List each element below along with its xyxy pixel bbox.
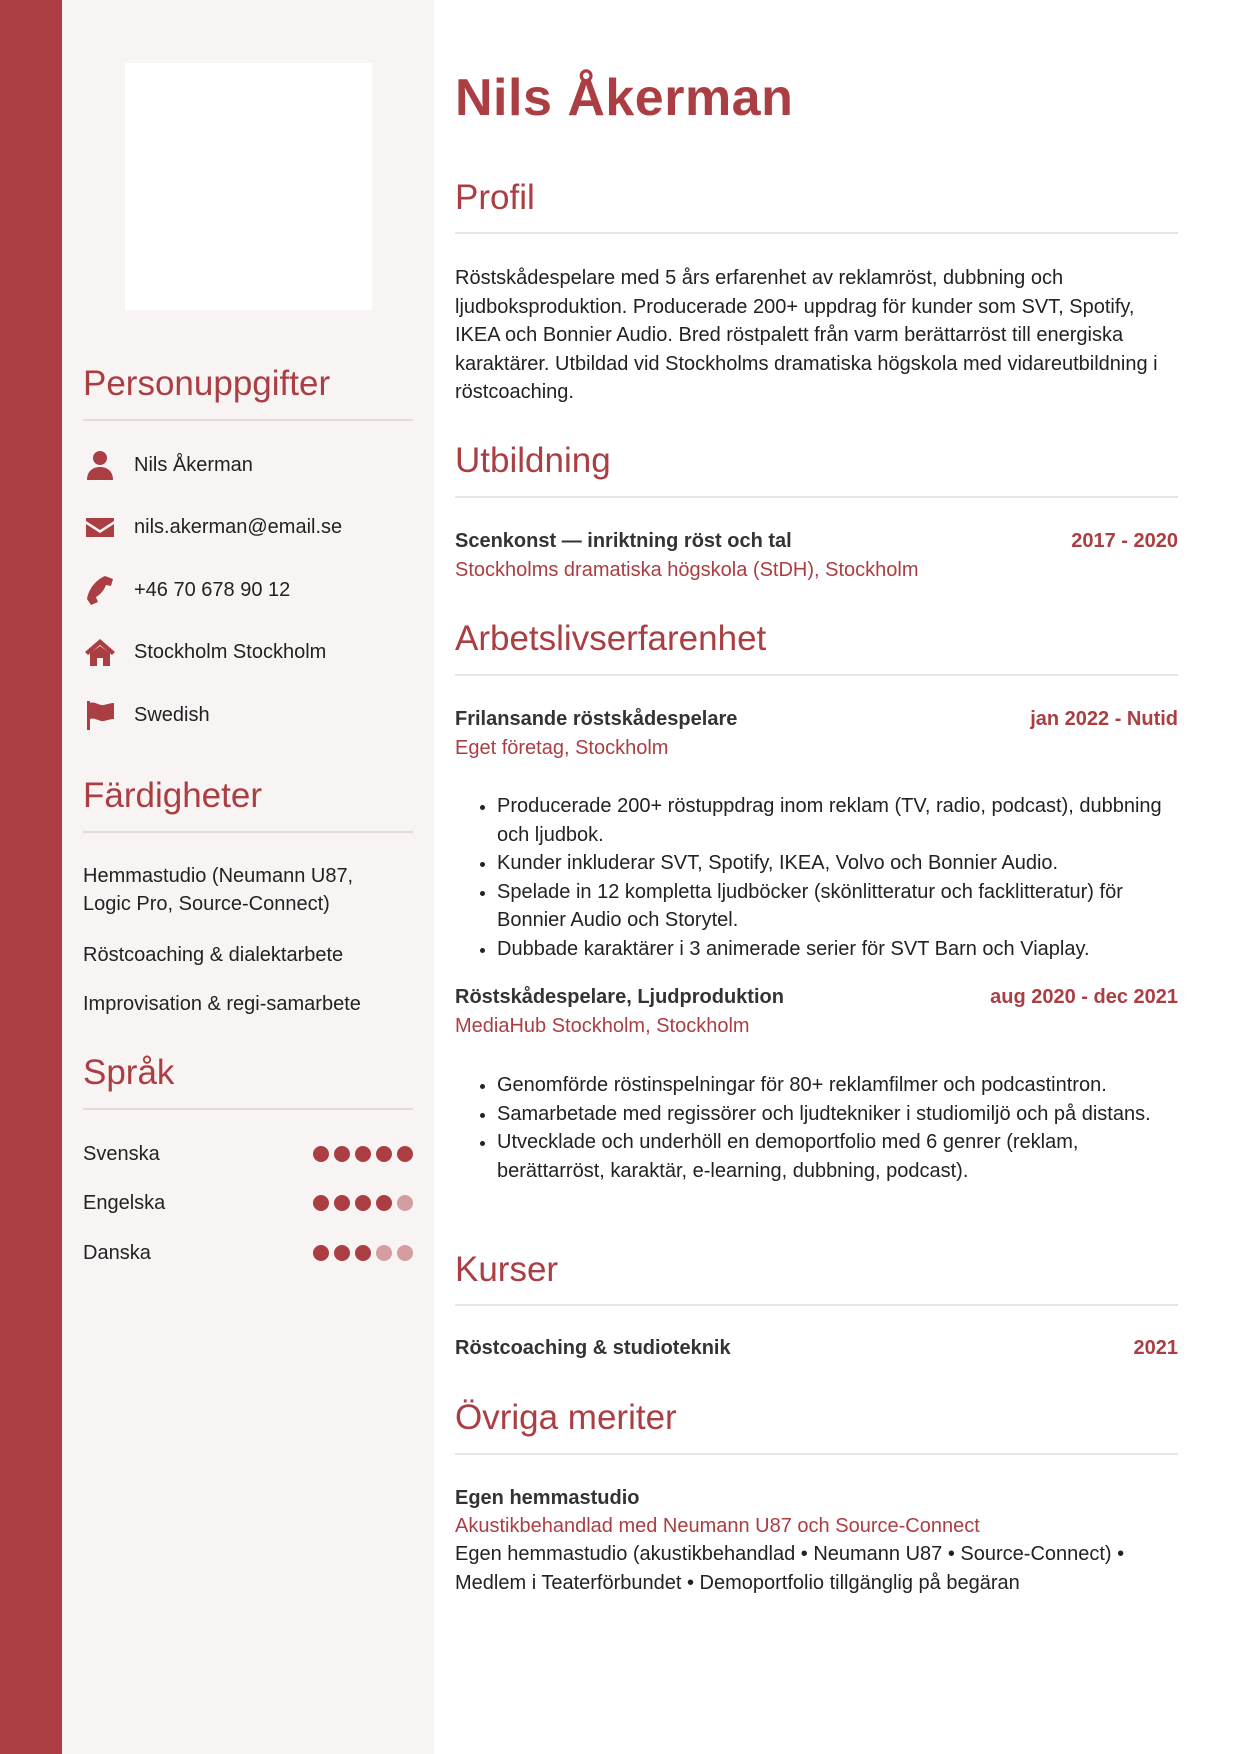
language-row [83, 1239, 413, 1267]
other-merits-divider [455, 1453, 1178, 1455]
other-merit-subtitle: Akustikbehandlad med Neumann U87 och Source-Connect [455, 1515, 980, 1537]
language-level [308, 1195, 413, 1211]
level-dot-filled [334, 1195, 350, 1211]
level-dot-filled [313, 1245, 329, 1261]
level-dot-filled [313, 1195, 329, 1211]
envelope-icon [83, 510, 117, 544]
skills-heading: Färdigheter [83, 776, 262, 815]
job-employer: Eget företag, Stockholm [455, 737, 669, 759]
other-merits-heading: Övriga meriter [455, 1398, 677, 1437]
course-date: 2021 [1133, 1337, 1178, 1359]
level-dot-filled [376, 1195, 392, 1211]
personal-info-divider [83, 419, 413, 421]
language-level [308, 1146, 413, 1162]
home-icon [83, 635, 117, 669]
job-date: jan 2022 - Nutid [1030, 708, 1178, 730]
candidate-name: Nils Åkerman [455, 69, 794, 127]
experience-heading: Arbetslivserfarenhet [455, 619, 767, 658]
job-bullet: • Producerade 200+ röstuppdrag inom reklam (TV, radio, podcast), dubbning och ljudbok. [497, 792, 1175, 849]
job-bullet: • Spelade in 12 kompletta ljudböcker (skönlitteratur och facklitteratur) för Bonnier Audio och Storytel. [497, 878, 1175, 935]
other-merit-entry [455, 1487, 1178, 1510]
course-entry [455, 1337, 1178, 1360]
level-dot-filled [376, 1146, 392, 1162]
level-dot-filled [313, 1146, 329, 1162]
contact-name-text: Nils Åkerman [134, 453, 253, 476]
level-dot-filled [355, 1245, 371, 1261]
courses-heading: Kurser [455, 1250, 559, 1289]
profile-photo [125, 63, 372, 310]
contact-name [83, 445, 253, 485]
job-bullet: • Dubbade karaktärer i 3 animerade serier för SVT Barn och Viaplay. [497, 935, 1175, 964]
job-title: Röstskådespelare, Ljudproduktion [455, 986, 784, 1008]
job-employer: MediaHub Stockholm, Stockholm [455, 1015, 750, 1037]
contact-email[interactable] [83, 507, 342, 547]
user-icon [83, 448, 117, 482]
skill-item: Hemmastudio (Neumann U87, Logic Pro, Source-Connect) [83, 865, 354, 915]
courses-divider [455, 1304, 1178, 1306]
language-name: Svenska [83, 1142, 160, 1165]
phone-icon [83, 573, 117, 607]
profile-heading: Profil [455, 178, 535, 217]
contact-phone-text: +46 70 678 90 12 [134, 578, 291, 601]
education-date: 2017 - 2020 [1071, 530, 1178, 552]
profile-text: Röstskådespelare med 5 års erfarenhet av reklamröst, dubbning och ljudboksproduktion. Producerade 200+ uppdrag för kunder som SVT, Spotify, IKEA och Bonnier Audio. Bred röstpalett från varm berättarröst till energiska karaktärer. Utbildad vid Stockholms dramatiska högskola med vidareutbildning i röstcoaching. [455, 267, 1158, 404]
education-title: Scenkonst — inriktning röst och tal [455, 530, 792, 552]
job-bullet: • Genomförde röstinspelningar för 80+ reklamfilmer och podcastintron. [497, 1071, 1175, 1100]
job-bullets [455, 792, 1175, 964]
level-dot-filled [397, 1146, 413, 1162]
level-dot-empty [397, 1245, 413, 1261]
other-merit-text: Egen hemmastudio (akustikbehandlad • Neumann U87 • Source-Connect) • Medlem i Teaterförbundet • Demoportfolio tillgänglig på begäran [455, 1543, 1125, 1594]
profile-divider [455, 232, 1178, 234]
skill-item: Röstcoaching & dialektarbete [83, 944, 344, 966]
experience-divider [455, 674, 1178, 676]
contact-nationality [83, 695, 210, 735]
education-school: Stockholms dramatiska högskola (StDH), Stockholm [455, 559, 919, 581]
level-dot-filled [355, 1146, 371, 1162]
contact-address [83, 632, 326, 672]
accent-bar [0, 0, 62, 1754]
language-row [83, 1140, 413, 1168]
flag-icon [83, 698, 117, 732]
course-title: Röstcoaching & studioteknik [455, 1337, 731, 1359]
language-name: Danska [83, 1241, 151, 1264]
level-dot-empty [376, 1245, 392, 1261]
level-dot-filled [334, 1245, 350, 1261]
job-entry [455, 986, 1178, 1009]
job-entry [455, 708, 1178, 731]
job-bullet: • Kunder inkluderar SVT, Spotify, IKEA, Volvo och Bonnier Audio. [497, 849, 1175, 878]
skills-divider [83, 831, 413, 833]
education-divider [455, 496, 1178, 498]
job-bullet: • Utvecklade och underhöll en demoportfolio med 6 genrer (reklam, berättarröst, karaktär, e-learning, dubbning, podcast). [497, 1128, 1175, 1185]
education-heading: Utbildning [455, 441, 611, 480]
languages-divider [83, 1108, 413, 1110]
job-bullet: • Samarbetade med regissörer och ljudtekniker i studiomiljö och på distans. [497, 1100, 1175, 1129]
level-dot-filled [355, 1195, 371, 1211]
personal-info-heading: Personuppgifter [83, 364, 331, 403]
language-level [308, 1245, 413, 1261]
skill-item: Improvisation & regi-samarbete [83, 993, 361, 1015]
job-bullets [455, 1071, 1175, 1185]
contact-phone[interactable] [83, 570, 290, 610]
level-dot-filled [334, 1146, 350, 1162]
level-dot-empty [397, 1195, 413, 1211]
contact-nationality-text: Swedish [134, 703, 210, 726]
job-title: Frilansande röstskådespelare [455, 708, 738, 730]
job-date: aug 2020 - dec 2021 [990, 986, 1178, 1008]
languages-heading: Språk [83, 1053, 175, 1092]
education-entry [455, 530, 1178, 553]
language-name: Engelska [83, 1191, 166, 1214]
contact-address-text: Stockholm Stockholm [134, 640, 327, 663]
contact-email-text: nils.akerman@email.se [134, 515, 343, 538]
other-merit-title: Egen hemmastudio [455, 1487, 640, 1509]
language-row [83, 1189, 413, 1217]
